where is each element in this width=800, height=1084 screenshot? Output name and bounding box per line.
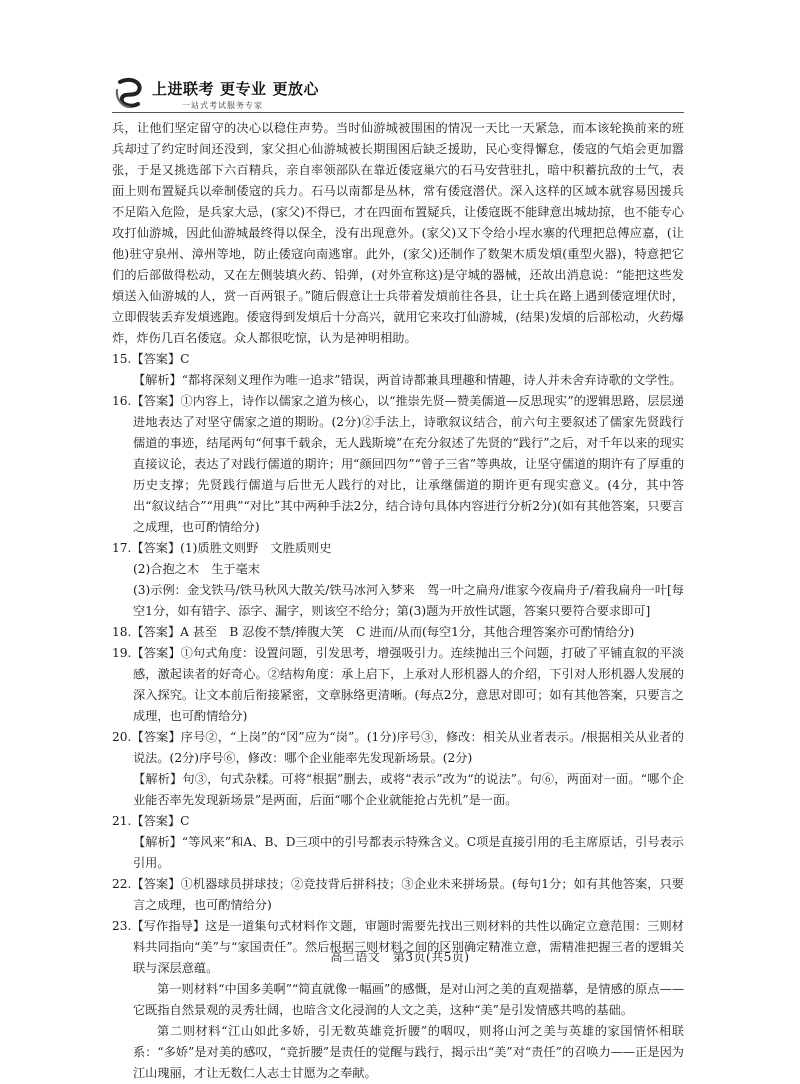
q20-answer: 20.【答案】序号②，“上岗”的“冈”应为“岗”。(1分)序号③，修改：相关从业者表示。/根据相关从业者的说法。(2分)序号⑥，修改：哪个企业能率先发现新场景。(2分): [112, 730, 684, 765]
page-footer: 高二语文 第3页(共5页): [330, 950, 470, 964]
q17-answer: 17.【答案】(1)质胜文则野 文胜质则史: [112, 541, 332, 555]
q20-analysis: 【解析】句③，句式杂糅。可将“根据”删去，或将“表示”改为“的说法”。句⑥，两面对一面。“哪个企业能否率先发现新场景”是两面，后面“哪个企业就能抢占先机”是一面。: [133, 772, 684, 807]
q22-answer: 22.【答案】①机器球员拼球技；②竞技背后拼科技；③企业未来拼场景。(每句1分；如有其他答案，只要言之成理，也可酌情给分): [112, 877, 684, 912]
brand-slogan: [152, 78, 319, 99]
q21-analysis: 【解析】“等风来”和A、B、D三项中的引号都表示特殊含义。C项是直接引用的毛主席原话，引号表示引用。: [133, 835, 684, 870]
brand-slogan-2: 更放心: [272, 80, 320, 98]
translation-paragraph: 兵，让他们坚定留守的决心以稳住声势。当时仙游城被围困的情况一天比一天紧急，而本该轮换前来的班兵却过了约定时间还没到，家父担心仙游城被长期围困后缺乏援助，民心变得懈怠，倭寇的气焰会更加嚣张，于是又挑选部下六百精兵，亲自率领部队在靠近倭寇巢穴的石马安营驻扎，暗中积蓄抗敌的士气，表面上则布置疑兵以牵制倭寇的兵力。石马以南都是丛林，常有倭寇潜伏。深入这样的区域本就容易因援兵不足陷入危险，是兵家大忌，(家父)不得已，才在四面布置疑兵，让倭寇既不能肆意出城劫掠，也不能专心攻打仙游城，因此仙游城最终得以保全，没有出现意外。(家父)又下令给小埕水寨的代理把总傅应嘉，(让他)驻守泉州、漳州等地，防止倭寇向南逃窜。此外，(家父)还制作了数架木质发熕(重型火器)，特意把它们的后部做得松动，又在左侧装填火药、铅弹，(对外宣称这)是守城的器械，还故出消息说：“能把这些发熕送入仙游城的人，赏一百两银子。”随后假意让士兵带着发熕前往各县，让士兵在路上遇到倭寇埋伏时，立即假装丢弃发熕逃跑。倭寇得到发熕后十分高兴，就用它来攻打仙游城，(结果)发熕的后部松动，火药爆炸，炸伤几百名倭寇。众人都很吃惊，认为是神明相助。: [112, 121, 684, 345]
q21-answer: 21.【答案】C: [112, 814, 190, 828]
q15-answer: 15.【答案】C: [112, 352, 190, 366]
brand-slogan-1: 更专业: [220, 80, 267, 98]
header-divider: [112, 112, 684, 113]
q18-answer: 18.【答案】A 甚至 B 忍俊不禁/捧腹大笑 C 进而/从而(每空1分，其他合理答案亦可酌情给分): [112, 625, 635, 639]
q17-part2: (2)合抱之木 生于毫末: [133, 562, 260, 576]
q23-material-1: 第一则材料“中国多美啊”“简直就像一幅画”的感慨，是对山河之美的直观描摹，是情感的原点——它既指自然景观的灵秀壮阔，也暗含文化浸润的人文之美，这种“美”是引发情感共鸣的基础。: [133, 982, 684, 1017]
q17-part3: (3)示例：金戈铁马/铁马秋风大散关/铁马冰河入梦来 驾一叶之扁舟/谁家今夜扁舟子/着我扁舟一叶[每空1分，如有错字、添字、漏字，则该空不给分；第(3)题为开放性试题，答案只要符合要求即可]: [133, 583, 684, 618]
q19-answer: 19.【答案】①句式角度：设置问题，引发思考，增强吸引力。连续抛出三个问题，打破了平铺直叙的平淡感，激起读者的好奇心。②结构角度：承上启下，上承对人形机器人的介绍，下引对人形机器人发展的深入探究。让文本前后衔接紧密，文章脉络更清晰。(每点2分，意思对即可；如有其他答案，只要言之成理，也可酌情给分): [112, 646, 684, 723]
logo-swirl-icon: [112, 76, 146, 110]
brand-name: 上进联考: [152, 80, 215, 98]
header: [112, 76, 372, 116]
q16-answer: 16.【答案】①内容上，诗作以儒家之道为核心，以“推崇先贤—赞美儒道—反思现实”的逻辑思路，层层递进地表达了对坚守儒家之道的期盼。(2分)②手法上，诗歌叙议结合，前六句主要叙述了儒家先贤践行儒道的事迹，结尾两句“何事千载余，无人践斯境”在充分叙述了先贤的“践行”之后，对千年以来的现实直接议论，表达了对践行儒道的期许；用“颜回四勿”“曾子三省”等典故，让坚守儒道的期许有了厚重的历史支撑；先贤践行儒道与后世无人践行的对比，让承继儒道的期许更有现实意义。(4分，其中答出“叙议结合”“用典”“对比”其中两种手法2分，结合诗句具体内容进行分析2分)(如有其他答案，只要言之成理，也可酌情给分): [112, 394, 684, 534]
q23-material-2: 第二则材料“江山如此多娇，引无数英雄竞折腰”的咽叹，则将山河之美与英雄的家国情怀相联系：“多娇”是对美的感叹，“竞折腰”是责任的觉醒与践行，揭示出“美”对“责任”的召唤力——正是因为江山瑰丽，才让无数仁人志士甘愿为之奉献。: [133, 1024, 684, 1080]
q23-writing-guide: 23.【写作指导】这是一道集句式材料作文题，审题时需要先找出三则材料的共性以确定立意范围：三则材料共同指向“美”与“家国责任”。然后根据三则材料之间的区别确定精准立意，需精准把握三者的逻辑关联与深层意蕴。: [112, 919, 684, 975]
tagline: 一站式考试服务专家: [182, 101, 263, 110]
q15-analysis: 【解析】“都将深刻义理作为唯一追求”错误，两首诗都兼具理趣和情趣，诗人并未舍弃诗歌的文学性。: [133, 373, 682, 387]
answer-content: [112, 118, 684, 1084]
